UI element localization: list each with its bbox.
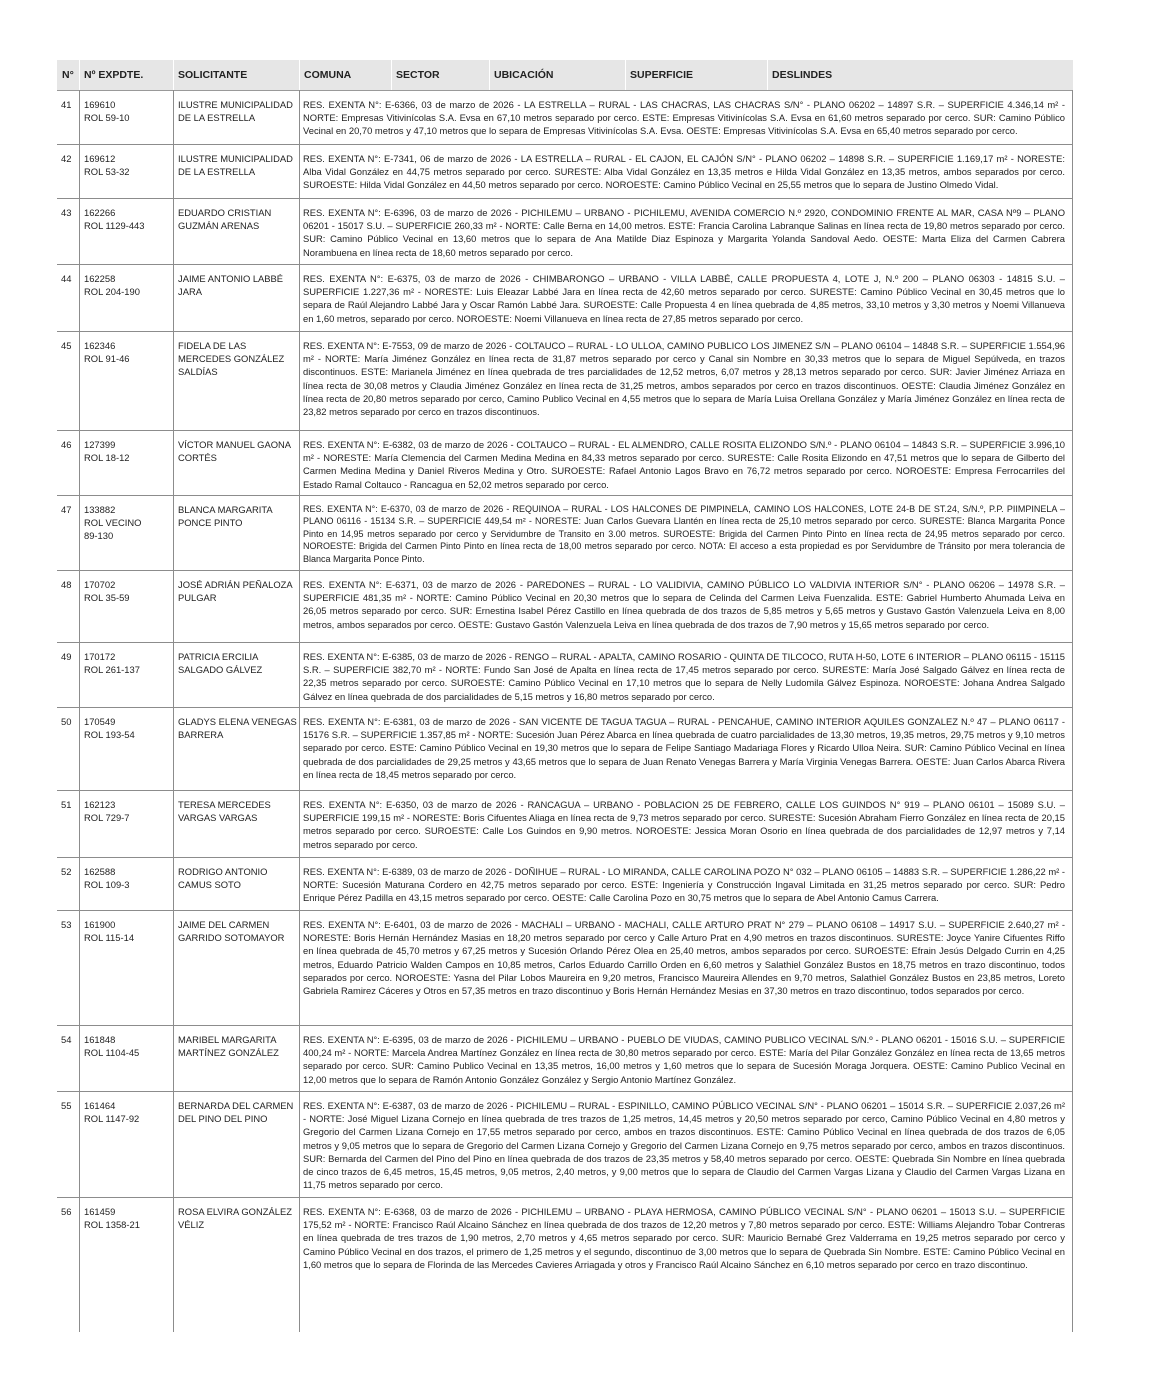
row-deslindes: RES. EXENTA N°: E-6350, 03 de marzo de 2026 - RANCAGUA – URBANO - POBLACION 25 DE FEBRERO, CALLE LOS GUINDOS N° 919 – PLANO 06101 – 15089 S.U. – SUPERFICIE 199,15 m² - NORESTE: Boris Cifuentes Aliaga en línea recta de 9,73 metros separado por cerco. SURESTE: Sucesión Abraham Fierro González en línea recta de 20,15 metros separado por cerco. SUROESTE: Calle Los Guindos en 9,90 metros. NOROESTE: Jessica Moran Osorio en línea quebrada de dos parcialidades de 12,97 metros y 7,14 metros separado por cerco. (303, 799, 1065, 850)
row-solicitante: TERESA MERCEDES VARGAS VARGAS (178, 799, 271, 824)
row-number: 49 (61, 651, 72, 662)
row-deslindes: RES. EXENTA N°: E-6366, 03 de marzo de 2026 - LA ESTRELLA – RURAL - LAS CHACRAS, LAS CHACRAS S/N° - PLANO 06202 – 14897 S.R. – SUPERFICIE 4.346,14 m² - NORTE: Empresas Vitivinícolas S.A. Evsa en 67,10 metros separado por cerco. ESTE: Empresas Vitivinícolas S.A. Evsa en 61,60 metros separado por cerco. SUR: Camino Público Vecinal en 20,70 metros y 47,10 metros que lo separa de Empresas Vitivinícolas S.A. Evsa. OESTE: Empresas Vitivinícolas S.A. Evsa en 65,40 metros separado por cerco. (303, 99, 1065, 137)
row-number: 42 (61, 153, 72, 164)
row-divider (57, 331, 1073, 332)
row-deslindes: RES. EXENTA N°: E-6370, 03 de marzo de 2026 - REQUINOA – RURAL - LOS HALCONES DE PIMPINELA, CAMINO LOS HALCONES, LOTE 24-B DE ST.24, S/N.º, P.P. PIIMPINELA – PLANO 06116 - 15134 S.R. – SUPERFICIE 449,54 m² - NORESTE: Juan Carlos Guevara Llantén en línea recta de 25,10 metros separado por cerco. SURESTE: Blanca Margarita Ponce Pinto en 14,95 metros separado por cerco y Servidumbre de Transito en 3.00 metros. SUROESTE: Brigida del Carmen Pinto Pinto en línea recta de 24,95 metros separado por cerco. NOROESTE: Brigida del Carmen Pinto Pinto en línea recta de 18,00 metros separado por cerco. NOTA: El acceso a esta propiedad es por Servidumbre de Tránsito por mera tolerancia de Blanca Margarita Ponce Pinto. (303, 504, 1065, 564)
column-divider (79, 90, 80, 1332)
row-number: 54 (61, 1034, 72, 1045)
row-deslindes: RES. EXENTA N°: E-6368, 03 de marzo de 2026 - PICHILEMU – URBANO - PLAYA HERMOSA, CAMINO PÚBLICO VECINAL S/N° - PLANO 06201 – 15013 S.U. – SUPERFICIE 175,52 m² - NORTE: Francisco Raúl Alcaino Sánchez en línea quebrada de dos trazos de 12,20 metros y 7,80 metros separado por cerco. ESTE: Williams Alejandro Tobar Contreras en línea quebrada de tres trazos de 1,90 metros, 2,70 metros y 4,65 metros separado por cerco. SUR: Mauricio Bernabé Grez Valderrama en 19,25 metros separado por cerco y Camino Público Vecinal en dos trazos, el primero de 1,25 metros y el segundo, discontinuo de 3,00 metros que lo separa de Quebrada Sin Nombre. ESTE: Camino Público Vecinal en 1,60 metros que lo separa de Florinda de las Mercedes Cavieres Arriagada y otros y Francisco Raúl Alcaino Sánchez en 6,10 metros separado por cerco en trazo discontinuo. (303, 1206, 1065, 1270)
row-divider (57, 264, 1073, 265)
row-solicitante: ILUSTRE MUNICIPALIDAD DE LA ESTRELLA (178, 99, 293, 124)
row-number: 50 (61, 716, 72, 727)
row-number: 51 (61, 799, 72, 810)
row-expediente: 162266 ROL 1129-443 (84, 207, 145, 232)
table-header (57, 60, 1073, 91)
header-expdte: Nº EXPDTE. (84, 69, 144, 81)
row-number: 46 (61, 439, 72, 450)
row-number: 47 (61, 504, 72, 515)
row-deslindes: RES. EXENTA N°: E-7553, 09 de marzo de 2026 - COLTAUCO – RURAL - LO ULLOA, CAMINO PUBLICO LOS JIMENEZ S/N – PLANO 06104 – 14848 S.R. – SUPERFICIE 1.554,96 m² - NORTE: María Jiménez González en línea recta de 31,87 metros separado por cerco y Canal sin Nombre en 30,33 metros que lo separa de Miguel Sepúlveda, en trazos discontinuos. ESTE: Marianela Jiménez en línea quebrada de tres parcialidades de 12,52 metros, 6,07 metros y 28,13 metros separado por cerco. SUR: Javier Jiménez Arriaza en línea recta de 30,08 metros y Claudia Jiménez González en línea recta de 31,25 metros, ambos separados por cerco en trazos discontinuos. OESTE: Claudia Jiménez González en línea recta de 20,80 metros separado por cerco, Camino Publico Vecinal en 4,55 metros que lo separa de María Luisa Orellana González y María Jiménez González en línea recta de 23,82 metros separado por cerco en trazos discontinuos. (303, 340, 1065, 418)
row-expediente: 162123 ROL 729-7 (84, 799, 130, 824)
row-expediente: 161900 ROL 115-14 (84, 919, 135, 944)
row-number: 55 (61, 1100, 72, 1111)
row-number: 56 (61, 1206, 72, 1217)
document-table (57, 60, 1073, 1332)
row-solicitante: BLANCA MARGARITA PONCE PINTO (178, 504, 273, 529)
row-solicitante: FIDELA DE LAS MERCEDES GONZÁLEZ SALDÍAS (178, 340, 285, 378)
row-number: 44 (61, 273, 72, 284)
row-expediente: 162258 ROL 204-190 (84, 273, 140, 298)
row-deslindes: RES. EXENTA N°: E-6385, 03 de marzo de 2026 - RENGO – RURAL - APALTA, CAMINO ROSARIO - QUINTA DE TILCOCO, RUTA H-50, LOTE 6 INTERIOR – PLANO 06115 - 15115 S.R. – SUPERFICIE 382,70 m² - NORTE: Fundo San José de Apalta en línea recta de 17,45 metros separado por cerco. SURESTE: María José Salgado Gálvez en línea recta de 22,35 metros separado por cerco. SUROESTE: Camino Público Vecinal en 17,10 metros que lo separa de Nelly Ludomila Gálvez Espinoza. NOROESTE: Johana Andrea Salgado Gálvez en línea quebrada de dos parcialidades de 5,15 metros y 16,80 metros separado por cerco. (303, 651, 1065, 702)
row-solicitante: GLADYS ELENA VENEGAS BARRERA (178, 716, 297, 741)
row-expediente: 169612 ROL 53-32 (84, 153, 130, 178)
header-comuna: COMUNA (304, 69, 352, 81)
row-solicitante: BERNARDA DEL CARMEN DEL PINO DEL PINO (178, 1100, 294, 1125)
row-deslindes: RES. EXENTA N°: E-6401, 03 de marzo de 2026 - MACHALI – URBANO - MACHALI, CALLE ARTURO PRAT N° 279 – PLANO 06108 – 14917 S.U. – SUPERFICIE 2.640,27 m² - NORESTE: Boris Hernán Hernández Masias en 18,20 metros separado por cerco y Calle Arturo Prat en 4,90 metros en trazos discontinuos. SURESTE: Joyce Yanire Cifuentes Riffo en línea quebrada de 45,70 metros y 67,25 metros y Sucesión Orlando Pérez Olea en 25,40 metros, ambos separados por cerco. SUROESTE: Efrain Jesús Delgado Currin en 4,25 metros, Eduardo Patricio Walden Campos en 10,85 metros, Carlos Eduardo Carrillo Orden en 6,60 metros y Salathiel González Bustos en 18,75 metros en trazo discontinuo, todos separados por cerco. NOROESTE: Yasna del Pilar Lobos Maureira en 9,20 metros, Francisco Maureira Allendes en 9,70 metros, Salathiel González Bustos en 23,85 metros, Loreto Gabriela Ramirez Cáceres y Otros en 57,35 metros en trazo discontinuo y Boris Hernán Hernández Mesias en 37,30 metros en trazo discontinuo, todos separados por cerco. (303, 919, 1065, 997)
row-expediente: 170549 ROL 193-54 (84, 716, 135, 741)
row-deslindes: RES. EXENTA N°: E-6375, 03 de marzo de 2026 - CHIMBARONGO – URBANO - VILLA LABBÉ, CALLE PROPUESTA 4, LOTE J, N.º 200 – PLANO 06303 - 14815 S.U. – SUPERFICIE 1.227,36 m² - NORESTE: Luis Eleazar Labbé Jara en línea recta de 42,60 metros separado por cerco. SURESTE: Camino Público Vecinal en 30,45 metros que lo separa de Raúl Alejandro Labbé Jara y Oscar Ramón Labbé Jara. SUROESTE: Calle Propuesta 4 en línea quebrada de 4,85 metros, 33,10 metros y 3,30 metros y Noemi Villanueva en 1,60 metros, separado por cerco. NOROESTE: Noemi Villanueva en línea recta de 27,85 metros separado por cerco. (303, 273, 1065, 324)
row-deslindes: RES. EXENTA N°: E-7341, 06 de marzo de 2026 - LA ESTRELLA – RURAL - EL CAJON, EL CAJÓN S/N° - PLANO 06202 – 14898 S.R. – SUPERFICIE 1.169,17 m² - NORESTE: Alba Vidal González en 44,75 metros separado por cerco. SURESTE: Alba Vidal González en 13,35 metros e Hilda Vidal González en 13,35 metros, ambos separados por cerco. SUROESTE: Hilda Vidal González en 44,50 metros separado por cerco. NOROESTE: Camino Público Vecinal en 25,55 metros que lo separa de Justino Olmedo Vidal. (303, 153, 1065, 191)
row-solicitante: EDUARDO CRISTIAN GUZMÁN ARENAS (178, 207, 272, 232)
row-number: 45 (61, 340, 72, 351)
header-superficie: SUPERFICIE (630, 69, 694, 81)
row-divider (57, 430, 1073, 431)
row-solicitante: VÍCTOR MANUEL GAONA CORTÉS (178, 439, 292, 464)
row-expediente: 162588 ROL 109-3 (84, 866, 130, 891)
header-sector: SECTOR (396, 69, 440, 81)
row-expediente: 170702 ROL 35-59 (84, 579, 130, 604)
row-divider (57, 1025, 1073, 1026)
row-deslindes: RES. EXENTA N°: E-6381, 03 de marzo de 2026 - SAN VICENTE DE TAGUA TAGUA – RURAL - PENCAHUE, CAMINO INTERIOR AQUILES GONZALEZ N.º 47 – PLANO 06117 - 15176 S.R. – SUPERFICIE 1.357,85 m² - NORTE: Sucesión Juan Pérez Abarca en línea quebrada de cuatro parcialidades de 13,30 metros, 19,35 metros, 29,75 metros y 9,10 metros separado por cerco. ESTE: Camino Público Vecinal en 19,30 metros que lo separa de Felipe Santiago Madariaga Flores y Ricardo Ulloa Neira. SUR: Camino Público Vecinal en línea quebrada de dos parcialidades de 29,25 metros y 43,65 metros que lo separa de Juan Renato Venegas Barrera y María Virginia Venegas Barrera. OESTE: Juan Carlos Abarca Rivera en línea recta de 18,45 metros separado por cerco. (303, 716, 1065, 780)
row-expediente: 133882 ROL VECINO 89-130 (84, 504, 142, 542)
row-solicitante: ILUSTRE MUNICIPALIDAD DE LA ESTRELLA (178, 153, 293, 178)
row-deslindes: RES. EXENTA N°: E-6396, 03 de marzo de 2026 - PICHILEMU – URBANO - PICHILEMU, AVENIDA COMERCIO N.º 2920, CONDOMINIO FRENTE AL MAR, CASA Nº9 – PLANO 06201 - 15017 S.U. – SUPERFICIE 260,33 m² - NORTE: Calle Berna en 14,00 metros. ESTE: Francia Carolina Labranque Salinas en línea recta de 19,80 metros separado por cerco. SUR: Camino Público Vecinal en 13,60 metros que lo separa de Ana Matilde Diaz Espinoza y Margarita Yolanda Sandoval Aedo. OESTE: Marta Eliza del Carmen Cabrera Norambuena en línea recta de 18,60 metros separado por cerco. (303, 207, 1065, 258)
row-solicitante: RODRIGO ANTONIO CAMUS SOTO (178, 866, 268, 891)
row-solicitante: ROSA ELVIRA GONZÁLEZ VÉLIZ (178, 1206, 292, 1231)
row-expediente: 161848 ROL 1104-45 (84, 1034, 140, 1059)
row-expediente: 127399 ROL 18-12 (84, 439, 130, 464)
row-expediente: 170172 ROL 261-137 (84, 651, 140, 676)
row-deslindes: RES. EXENTA N°: E-6371, 03 de marzo de 2026 - PAREDONES – RURAL - LO VALIDIVIA, CAMINO PÚBLICO LO VALDIVIA INTERIOR S/N° - PLANO 06206 – 14978 S.R. – SUPERFICIE 481,35 m² - NORTE: Camino Público Vecinal en 20,30 metros que lo separa de Celinda del Carmen Leiva Fuenzalida. ESTE: Gabriel Humberto Ahumada Leiva en 26,05 metros separado por cerco. SUR: Ernestina Isabel Pérez Castillo en línea quebrada de dos trazos de 5,85 metros y 5,65 metros y Gustavo Gastón Valenzuela Leiva en 8,00 metros, ambos separados por cerco. OESTE: Gustavo Gastón Valenzuela Leiva en línea quebrada de dos trazos de 7,90 metros y 15,65 metros separado por cerco. (303, 579, 1065, 630)
header-solicitante: SOLICITANTE (178, 69, 248, 81)
row-divider (57, 707, 1073, 708)
row-divider (57, 1091, 1073, 1092)
row-number: 53 (61, 919, 72, 930)
row-expediente: 162346 ROL 91-46 (84, 340, 130, 365)
row-divider (57, 198, 1073, 199)
row-divider (57, 642, 1073, 643)
header-num: N° (62, 69, 74, 81)
row-divider (57, 910, 1073, 911)
row-deslindes: RES. EXENTA N°: E-6395, 03 de marzo de 2026 - PICHILEMU – URBANO - PUEBLO DE VIUDAS, CAMINO PUBLICO VECINAL S/N.º - PLANO 06201 - 15016 S.U. – SUPERFICIE 400,24 m² - NORTE: Marcela Andrea Martínez González en línea recta de 30,80 metros separado por cerco. ESTE: María del Pilar González González en línea recta de 13,65 metros separado por cerco. SUR: Camino Publico Vecinal en 13,35 metros, 16,00 metros y 1,60 metros que lo separa de Sucesión Moraga Jorquera. OESTE: Camino Publico Vecinal en 12,00 metros que lo separa de Ramón Antonio González González y Sergio Antonio Martínez González. (303, 1034, 1065, 1085)
row-expediente: 161459 ROL 1358-21 (84, 1206, 140, 1231)
row-solicitante: JAIME ANTONIO LABBÉ JARA (178, 273, 284, 298)
row-expediente: 169610 ROL 59-10 (84, 99, 130, 124)
row-solicitante: MARIBEL MARGARITA MARTÍNEZ GONZÁLEZ (178, 1034, 279, 1059)
row-divider (57, 495, 1073, 496)
row-deslindes: RES. EXENTA N°: E-6389, 03 de marzo de 2026 - DOÑIHUE – RURAL - LO MIRANDA, CALLE CAROLINA POZO N° 032 – PLANO 06105 – 14883 S.R. – SUPERFICIE 1.286,22 m² - NORTE: Sucesión Maturana Cordero en 42,75 metros separado por cerco. ESTE: Ingeniería y Construcción Ingaval Limitada en 31,25 metros separado por cerco. SUR: Pedro Enrique Pérez Padilla en 43,15 metros separado por cerco. OESTE: Calle Carolina Pozo en 30,75 metros que lo separa de Abel Antonio Camus Carrera. (303, 866, 1065, 904)
row-divider (57, 857, 1073, 858)
row-solicitante: PATRICIA ERCILIA SALGADO GÁLVEZ (178, 651, 263, 676)
row-deslindes: RES. EXENTA N°: E-6387, 03 de marzo de 2026 - PICHILEMU – RURAL - ESPINILLO, CAMINO PÚBLICO VECINAL S/N° - PLANO 06201 – 15014 S.R. – SUPERFICIE 2.037,26 m² - NORTE: José Miguel Lizana Cornejo en línea quebrada de tres trazos de 1,25 metros, 14,45 metros y 20,50 metros separado por cerco, Camino Público Vecinal en 4,80 metros y Gregorio del Carmen Lizana Cornejo en 17,55 metros separado por cerco, ambos en trazos discontinuos. ESTE: Camino Público Vecinal en línea quebrada de dos trazos de 6,05 metros y 9,05 metros que lo separa de Gregorio del Carmen Lizana Cornejo y Gregorio del Carmen Lizana Cornejo en 9,75 metros separado por cerco, ambos en trazos discontinuos. SUR: Bernarda del Carmen del Pino del Pino en línea quebrada de dos trazos de 23,35 metros y 58,40 metros separado por cerco. OESTE: Quebrada Sin Nombre en línea quebrada de cinco trazos de 6,45 metros, 15,45 metros, 9,05 metros, 2,40 metros, y 9,00 metros que lo separa de Claudio del Carmen Vargas Lizana y Claudio del Carmen Vargas Lizana en 11,75 metros separado por cerco. (303, 1100, 1065, 1191)
row-divider (57, 1197, 1073, 1198)
row-divider (57, 570, 1073, 571)
header-deslindes: DESLINDES (772, 69, 833, 81)
row-number: 41 (61, 99, 72, 110)
row-solicitante: JOSÉ ADRIÁN PEÑALOZA PULGAR (178, 579, 293, 604)
row-divider (57, 144, 1073, 145)
row-solicitante: JAIME DEL CARMEN GARRIDO SOTOMAYOR (178, 919, 285, 944)
row-number: 52 (61, 866, 72, 877)
row-number: 43 (61, 207, 72, 218)
row-divider (57, 790, 1073, 791)
column-divider (1072, 90, 1073, 1332)
header-ubicacion: UBICACIÓN (494, 69, 554, 81)
row-deslindes: RES. EXENTA N°: E-6382, 03 de marzo de 2026 - COLTAUCO – RURAL - EL ALMENDRO, CALLE ROSITA ELIZONDO S/N.º - PLANO 06104 – 14843 S.R. – SUPERFICIE 3.996,10 m² - NORESTE: María Clemencia del Carmen Medina Medina en 84,33 metros separado por cerco. SURESTE: Calle Rosita Elizondo en 47,51 metros que lo separa de Gilberto del Carmen Medina Medina y Daniel Riveros Medina y Otro. SUROESTE: Rafael Antonio Lagos Bravo en 76,72 metros separado por cerco. NOROESTE: Empresa Ferrocarriles del Estado Ramal Coltauco - Rancagua en 52,02 metros separado por cerco. (303, 439, 1065, 490)
row-number: 48 (61, 579, 72, 590)
row-expediente: 161464 ROL 1147-92 (84, 1100, 140, 1125)
